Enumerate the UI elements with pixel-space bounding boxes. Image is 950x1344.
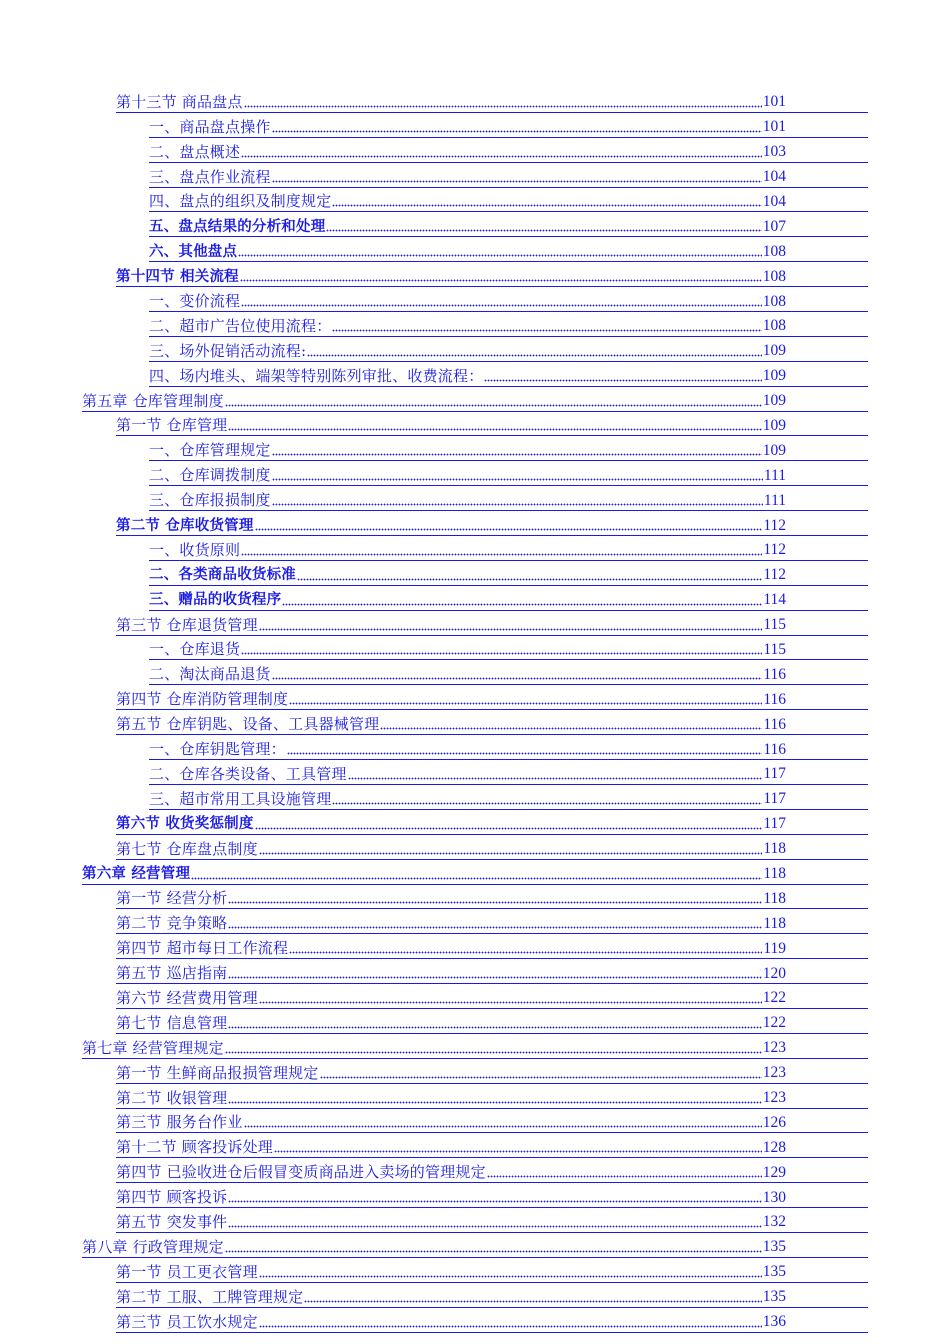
toc-entry-page-number: 135 (762, 1288, 786, 1306)
dot-leader (228, 921, 762, 929)
toc-entry-page-number: 112 (763, 516, 786, 534)
toc-entry[interactable] (82, 387, 868, 412)
dot-leader (255, 523, 763, 531)
toc-entry-title: 二、淘汰商品退货 (149, 665, 271, 684)
toc-entry-page-number: 112 (763, 541, 786, 559)
toc-entry[interactable] (116, 1208, 868, 1233)
toc-entry-title: 一、仓库退货 (149, 640, 241, 659)
toc-entry-title: 第三节 员工饮水规定 (116, 1312, 258, 1331)
toc-entry-page-number: 136 (762, 1313, 786, 1331)
toc-entry-title: 三、超市常用工具设施管理 (149, 789, 332, 808)
toc-entry[interactable] (149, 636, 868, 661)
toc-entry[interactable] (149, 362, 868, 387)
toc-entry-title: 二、仓库各类设备、工具管理 (149, 764, 347, 783)
dot-leader (244, 100, 762, 108)
toc-entry-page-number: 109 (762, 367, 786, 385)
toc-entry-title: 第七章 经营管理规定 (82, 1038, 224, 1057)
dot-leader (240, 274, 762, 282)
toc-entry-page-number: 111 (763, 491, 786, 509)
toc-entry-page-number: 126 (762, 1113, 786, 1131)
dot-leader (304, 1295, 761, 1303)
dot-leader (320, 1071, 762, 1079)
dot-leader (484, 374, 761, 382)
toc-entry-title: 第五节 突发事件 (116, 1212, 228, 1231)
toc-entry[interactable] (149, 760, 868, 785)
toc-entry-title: 三、场外促销活动流程: (149, 341, 307, 360)
toc-entry[interactable] (149, 237, 868, 262)
toc-entry[interactable] (149, 586, 868, 611)
toc-entry[interactable] (149, 163, 868, 188)
toc-entry-title: 第四节 已验收进仓后假冒变质商品进入卖场的管理规定 (116, 1163, 486, 1182)
toc-entry[interactable] (149, 212, 868, 237)
toc-entry-title: 一、变价流程 (149, 292, 241, 311)
toc-entry-page-number: 114 (763, 591, 786, 609)
toc-entry[interactable] (116, 959, 868, 984)
toc-entry-page-number: 109 (762, 416, 786, 434)
toc-entry[interactable] (116, 885, 868, 910)
toc-entry[interactable] (149, 312, 868, 337)
toc-entry-title: 第八章 行政管理规定 (82, 1237, 224, 1256)
dot-leader (228, 896, 762, 904)
toc-entry-page-number: 104 (762, 192, 786, 210)
toc-entry-page-number: 130 (762, 1188, 786, 1206)
toc-entry[interactable] (116, 1009, 868, 1034)
toc-entry-title: 六、其他盘点 (149, 243, 238, 260)
toc-entry-title: 三、盘点作业流程 (149, 167, 271, 186)
dot-leader (272, 672, 763, 680)
toc-entry[interactable] (149, 561, 868, 586)
toc-entry[interactable] (116, 710, 868, 735)
toc-entry[interactable] (82, 860, 868, 885)
toc-entry-page-number: 120 (762, 964, 786, 982)
dot-leader (228, 971, 761, 979)
toc-entry-title: 四、场内堆头、端架等特别陈列审批、收费流程： (149, 366, 484, 385)
dot-leader (332, 797, 762, 805)
toc-entry-page-number: 103 (762, 143, 786, 161)
toc-entry-title: 第一节 生鲜商品报损管理规定 (116, 1063, 319, 1082)
toc-entry-title: 三、仓库报损制度 (149, 491, 271, 510)
toc-entry-title: 一、收货原则 (149, 540, 241, 559)
toc-entry[interactable] (116, 1133, 868, 1158)
toc-entry[interactable] (149, 287, 868, 312)
toc-entry-page-number: 118 (763, 914, 786, 932)
toc-entry-page-number: 115 (763, 616, 786, 634)
toc-entry-title: 第五节 巡店指南 (116, 964, 228, 983)
dot-leader (289, 946, 762, 954)
toc-entry[interactable] (116, 835, 868, 860)
toc-entry-page-number: 109 (762, 441, 786, 459)
toc-entry[interactable] (116, 810, 868, 835)
toc-entry-page-number: 107 (762, 217, 786, 235)
dot-leader (241, 548, 762, 556)
dot-leader (487, 1170, 762, 1178)
toc-entry-title: 第一节 员工更衣管理 (116, 1262, 258, 1281)
toc-entry[interactable] (149, 138, 868, 163)
toc-entry[interactable] (116, 984, 868, 1009)
toc-entry-page-number: 117 (763, 815, 786, 833)
toc-entry[interactable] (82, 1233, 868, 1258)
toc-entry-title: 第五章 仓库管理制度 (82, 391, 224, 410)
dot-leader (272, 473, 763, 481)
toc-entry-title: 一、商品盘点操作 (149, 117, 271, 136)
toc-entry-title: 二、盘点概述 (149, 142, 241, 161)
toc-entry-page-number: 119 (763, 939, 786, 957)
toc-entry-page-number: 109 (762, 392, 786, 410)
dot-leader (228, 423, 761, 431)
dot-leader (225, 1245, 762, 1253)
toc-entry[interactable] (149, 735, 868, 760)
dot-leader (228, 1096, 761, 1104)
toc-entry-page-number: 117 (763, 790, 786, 808)
toc-entry-page-number: 104 (762, 168, 786, 186)
toc-entry-page-number: 132 (762, 1213, 786, 1231)
toc-entry-title: 第四节 超市每日工作流程 (116, 939, 289, 958)
dot-leader (259, 1320, 762, 1328)
toc-entry[interactable] (116, 934, 868, 959)
toc-entry-page-number: 115 (763, 640, 786, 658)
toc-entry[interactable] (116, 511, 868, 536)
toc-entry-title: 二、各类商品收货标准 (149, 567, 296, 584)
toc-entry[interactable] (116, 1084, 868, 1109)
dot-leader (272, 448, 762, 456)
toc-entry-page-number: 116 (763, 715, 786, 733)
toc-entry[interactable] (149, 486, 868, 511)
dot-leader (228, 1220, 761, 1228)
toc-entry-title: 第二节 工服、工牌管理规定 (116, 1287, 304, 1306)
table-of-contents (0, 88, 950, 1333)
toc-entry-page-number: 135 (762, 1238, 786, 1256)
toc-entry[interactable] (116, 1059, 868, 1084)
dot-leader (225, 399, 762, 407)
toc-entry-page-number: 123 (762, 1039, 786, 1057)
toc-entry-title: 五、盘点结果的分析和处理 (149, 218, 326, 235)
toc-entry[interactable] (116, 1308, 868, 1333)
dot-leader (348, 772, 763, 780)
toc-entry-page-number: 116 (763, 690, 786, 708)
toc-entry-page-number: 101 (762, 93, 786, 111)
toc-entry-page-number: 108 (762, 267, 786, 285)
toc-entry[interactable] (116, 262, 868, 287)
dot-leader (282, 598, 762, 606)
toc-entry-title: 第六节 收货奖惩制度 (116, 816, 254, 833)
toc-entry-title: 第二节 收银管理 (116, 1088, 228, 1107)
toc-entry-title: 一、仓库管理规定 (149, 441, 271, 460)
toc-entry-page-number: 108 (762, 292, 786, 310)
toc-entry-title: 第五节 仓库钥匙、设备、工具器械管理 (116, 715, 380, 734)
toc-entry[interactable] (116, 685, 868, 710)
dot-leader (332, 199, 761, 207)
dot-leader (241, 150, 762, 158)
toc-entry-title: 第十二节 顾客投诉处理 (116, 1138, 273, 1157)
dot-leader (259, 1270, 762, 1278)
dot-leader (287, 747, 763, 755)
dot-leader (259, 996, 762, 1004)
toc-entry-page-number: 122 (762, 1014, 786, 1032)
dot-leader (228, 1021, 761, 1029)
toc-entry[interactable] (149, 461, 868, 486)
dot-leader (289, 697, 762, 705)
toc-entry-title: 第七节 信息管理 (116, 1013, 228, 1032)
toc-entry[interactable] (149, 785, 868, 810)
toc-entry-title: 第一节 经营分析 (116, 889, 228, 908)
toc-entry[interactable] (149, 536, 868, 561)
toc-entry[interactable] (116, 1183, 868, 1208)
toc-entry-page-number: 109 (762, 342, 786, 360)
dot-leader (259, 623, 763, 631)
dot-leader (259, 847, 763, 855)
toc-entry[interactable] (149, 660, 868, 685)
toc-entry-page-number: 116 (763, 740, 786, 758)
toc-entry-page-number: 118 (763, 840, 786, 858)
toc-entry-title: 第十三节 商品盘点 (116, 92, 243, 111)
dot-leader (241, 299, 762, 307)
toc-entry-title: 第二节 竞争策略 (116, 914, 228, 933)
dot-leader (241, 647, 762, 655)
dot-leader (380, 722, 762, 730)
dot-leader (238, 249, 762, 257)
toc-entry[interactable] (149, 337, 868, 362)
toc-entry[interactable] (116, 1109, 868, 1134)
dot-leader (272, 175, 762, 183)
dot-leader (307, 349, 761, 357)
toc-entry-title: 第二节 仓库收货管理 (116, 517, 254, 534)
toc-entry[interactable] (82, 1034, 868, 1059)
dot-leader (228, 1195, 761, 1203)
toc-entry[interactable] (116, 1258, 868, 1283)
toc-entry-page-number: 128 (762, 1138, 786, 1156)
dot-leader (272, 498, 763, 506)
toc-entry-page-number: 123 (762, 1064, 786, 1082)
toc-entry-page-number: 135 (762, 1263, 786, 1281)
toc-entry-page-number: 112 (763, 566, 786, 584)
dot-leader (225, 1046, 762, 1054)
toc-entry-title: 第十四节 相关流程 (116, 268, 239, 285)
dot-leader (274, 1145, 762, 1153)
toc-entry[interactable] (116, 611, 868, 636)
toc-entry-title: 第三节 服务台作业 (116, 1113, 243, 1132)
dot-leader (272, 125, 762, 133)
dot-leader (191, 872, 762, 880)
toc-entry[interactable] (116, 1158, 868, 1183)
toc-entry-page-number: 116 (763, 665, 786, 683)
toc-entry-title: 第六节 经营费用管理 (116, 988, 258, 1007)
toc-entry-title: 三、赠品的收货程序 (149, 592, 282, 609)
toc-entry-page-number: 108 (762, 242, 786, 260)
toc-entry-title: 第四节 顾客投诉 (116, 1188, 228, 1207)
toc-entry-page-number: 111 (763, 466, 786, 484)
toc-entry[interactable] (149, 436, 868, 461)
toc-entry-page-number: 123 (762, 1089, 786, 1107)
dot-leader (332, 324, 761, 332)
toc-entry[interactable] (116, 909, 868, 934)
toc-entry-title: 第四节 仓库消防管理制度 (116, 690, 289, 709)
toc-entry[interactable] (116, 1283, 868, 1308)
toc-entry-title: 第三节 仓库退货管理 (116, 615, 258, 634)
toc-entry-page-number: 101 (762, 118, 786, 136)
toc-entry-title: 四、盘点的组织及制度规定 (149, 192, 332, 211)
toc-entry-title: 第一节 仓库管理 (116, 416, 228, 435)
dot-leader (244, 1120, 762, 1128)
toc-entry-page-number: 129 (762, 1163, 786, 1181)
toc-entry-title: 二、超市广告位使用流程： (149, 316, 332, 335)
toc-entry-title: 一、仓库钥匙管理： (149, 740, 286, 759)
dot-leader (326, 224, 761, 232)
toc-entry[interactable] (116, 412, 868, 437)
toc-entry-page-number: 108 (762, 317, 786, 335)
toc-entry-page-number: 118 (763, 865, 786, 882)
toc-entry-page-number: 118 (763, 889, 786, 907)
toc-entry[interactable] (149, 113, 868, 138)
toc-entry-title: 第六章 经营管理 (82, 866, 191, 882)
toc-entry[interactable] (116, 88, 868, 113)
toc-entry-page-number: 117 (763, 765, 786, 783)
toc-entry[interactable] (149, 188, 868, 213)
dot-leader (255, 822, 763, 830)
toc-entry-title: 第七节 仓库盘点制度 (116, 839, 258, 858)
toc-entry-title: 二、仓库调拨制度 (149, 466, 271, 485)
dot-leader (297, 573, 762, 581)
toc-entry-page-number: 122 (762, 989, 786, 1007)
